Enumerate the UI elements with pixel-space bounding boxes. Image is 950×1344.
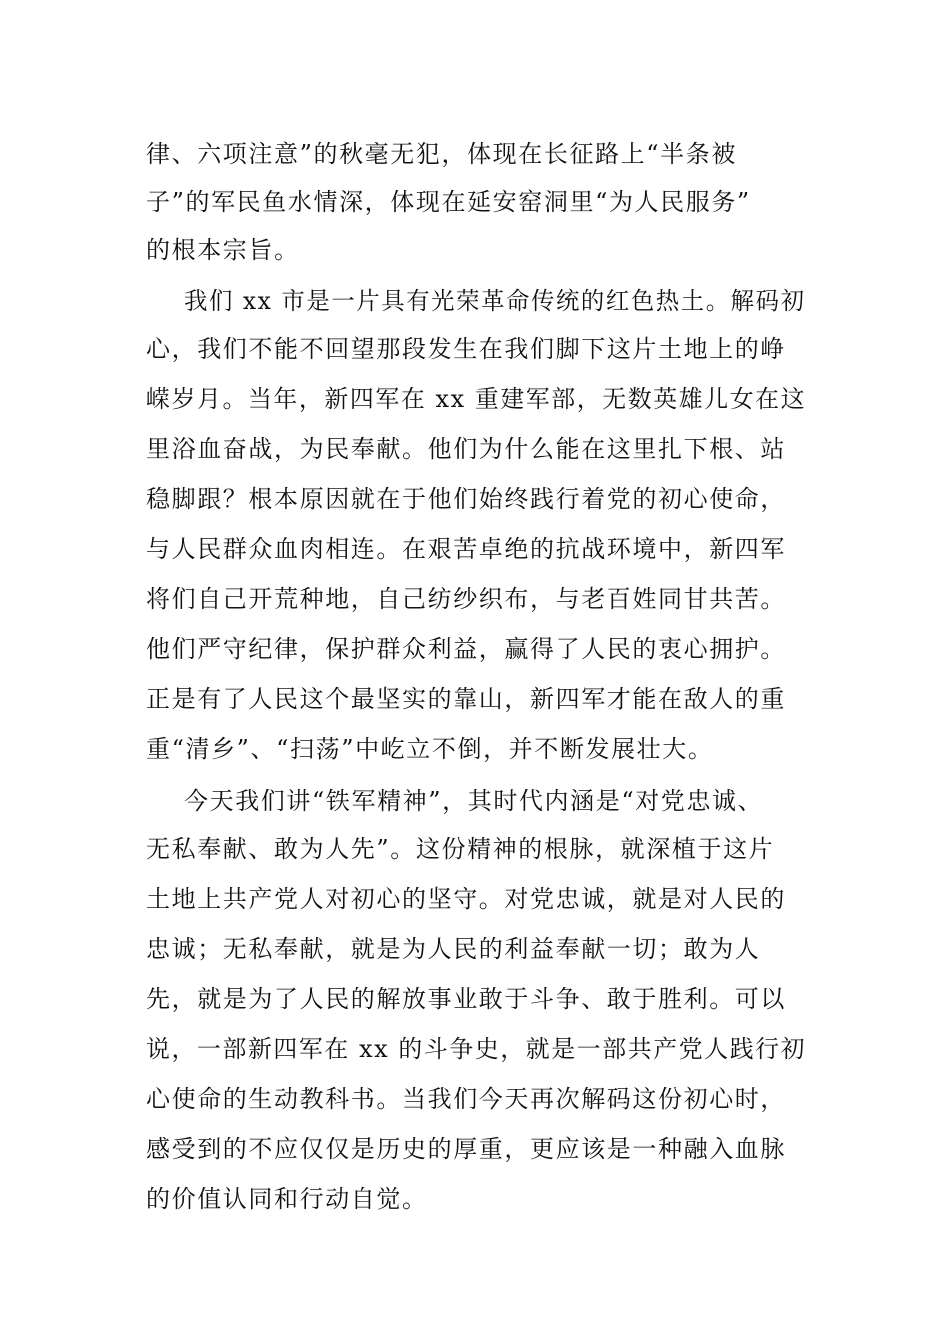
text-line: 嵘岁月。当年，新四军在 xx 重建军部，无数英雄儿女在这 [146, 385, 807, 413]
text-line: 律、六项注意”的秋毫无犯，体现在长征路上“半条被 [146, 140, 737, 168]
text-line: 今天我们讲“铁军精神”，其时代内涵是“对党忠诚、 [184, 787, 764, 815]
text-line: 忠诚；无私奉献，就是为人民的利益奉献一切；敢为人 [146, 935, 761, 963]
text-line: 感受到的不应仅仅是历史的厚重，更应该是一种融入血脉 [146, 1135, 786, 1163]
text-line: 心使命的生动教科书。当我们今天再次解码这份初心时， [146, 1085, 786, 1113]
text-line: 的价值认同和行动自觉。 [146, 1185, 428, 1213]
text-line: 将们自己开荒种地，自己纺纱织布，与老百姓同甘共苦。 [146, 585, 786, 613]
text-line: 的根本宗旨。 [146, 236, 300, 264]
text-line: 先，就是为了人民的解放事业敢于斗争、敢于胜利。可以 [146, 985, 786, 1013]
text-line: 我们 xx 市是一片具有光荣革命传统的红色热土。解码初 [184, 287, 806, 315]
text-line: 稳脚跟？根本原因就在于他们始终践行着党的初心使命， [146, 485, 786, 513]
text-line: 无私奉献、敢为人先”。这份精神的根脉，就深植于这片 [146, 835, 775, 863]
text-line: 土地上共产党人对初心的坚守。对党忠诚，就是对人民的 [146, 885, 786, 913]
text-line: 里浴血奋战，为民奉献。他们为什么能在这里扎下根、站 [146, 435, 786, 463]
text-line: 说，一部新四军在 xx 的斗争史，就是一部共产党人践行初 [146, 1035, 807, 1063]
text-line: 重“清乡”、“扫荡”中屹立不倒，并不断发展壮大。 [146, 735, 714, 763]
text-line: 他们严守纪律，保护群众利益，赢得了人民的衷心拥护。 [146, 635, 786, 663]
text-line: 正是有了人民这个最坚实的靠山，新四军才能在敌人的重 [146, 685, 786, 713]
text-line: 与人民群众血肉相连。在艰苦卓绝的抗战环境中，新四军 [146, 535, 786, 563]
text-line: 子”的军民鱼水情深，体现在延安窑洞里“为人民服务” [146, 188, 751, 216]
text-line: 心，我们不能不回望那段发生在我们脚下这片土地上的峥 [146, 335, 786, 363]
